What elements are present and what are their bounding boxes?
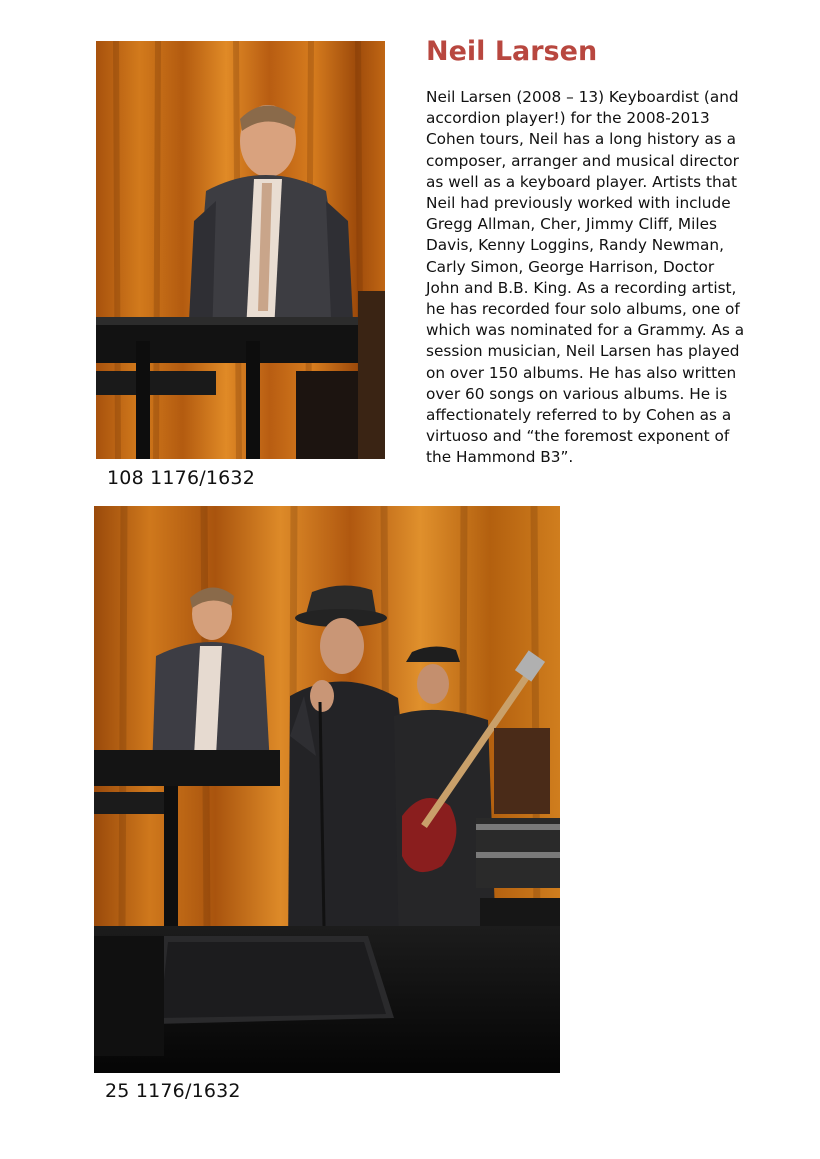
- bio-line: affectionately referred to by Cohen as a: [426, 406, 732, 425]
- photo-caption: 108 1176/1632: [107, 467, 256, 489]
- bio-line: the Hammond B3”.: [426, 448, 574, 467]
- band-stage-photo: [94, 506, 560, 1073]
- bio-line: John and B.B. King. As a recording artist,: [426, 278, 737, 297]
- bio-line: virtuoso and “the foremost exponent of: [426, 427, 730, 446]
- bio-text: [426, 87, 751, 469]
- bio-line: as well as a keyboard player. Artists that: [426, 172, 738, 191]
- keyboardist-photo: [96, 41, 385, 459]
- bio-line: Cohen tours, Neil has a long history as a: [426, 130, 737, 149]
- bio-line: he has recorded four solo albums, one of: [426, 300, 740, 319]
- bio-line: Neil Larsen (2008 – 13) Keyboardist (and: [426, 88, 739, 106]
- bio-line: Gregg Allman, Cher, Jimmy Cliff, Miles: [426, 215, 717, 234]
- bio-line: on over 150 albums. He has also written: [426, 363, 737, 382]
- bio-line: which was nominated for a Grammy. As a: [426, 321, 745, 340]
- bio-line: over 60 songs on various albums. He is: [426, 384, 728, 403]
- band-stage-photo-image: [94, 506, 560, 1073]
- page-title: Neil Larsen: [426, 36, 598, 67]
- photo-caption: 25 1176/1632: [105, 1080, 241, 1102]
- bio-line: composer, arranger and musical director: [426, 151, 739, 170]
- bio-line: Neil had previously worked with include: [426, 194, 731, 213]
- bio-line: accordion player!) for the 2008-2013: [426, 109, 710, 128]
- bio-line: Carly Simon, George Harrison, Doctor: [426, 257, 715, 276]
- bio-line: session musician, Neil Larsen has played: [426, 342, 740, 361]
- bio-line: Davis, Kenny Loggins, Randy Newman,: [426, 236, 724, 255]
- keyboardist-photo-image: [96, 41, 385, 459]
